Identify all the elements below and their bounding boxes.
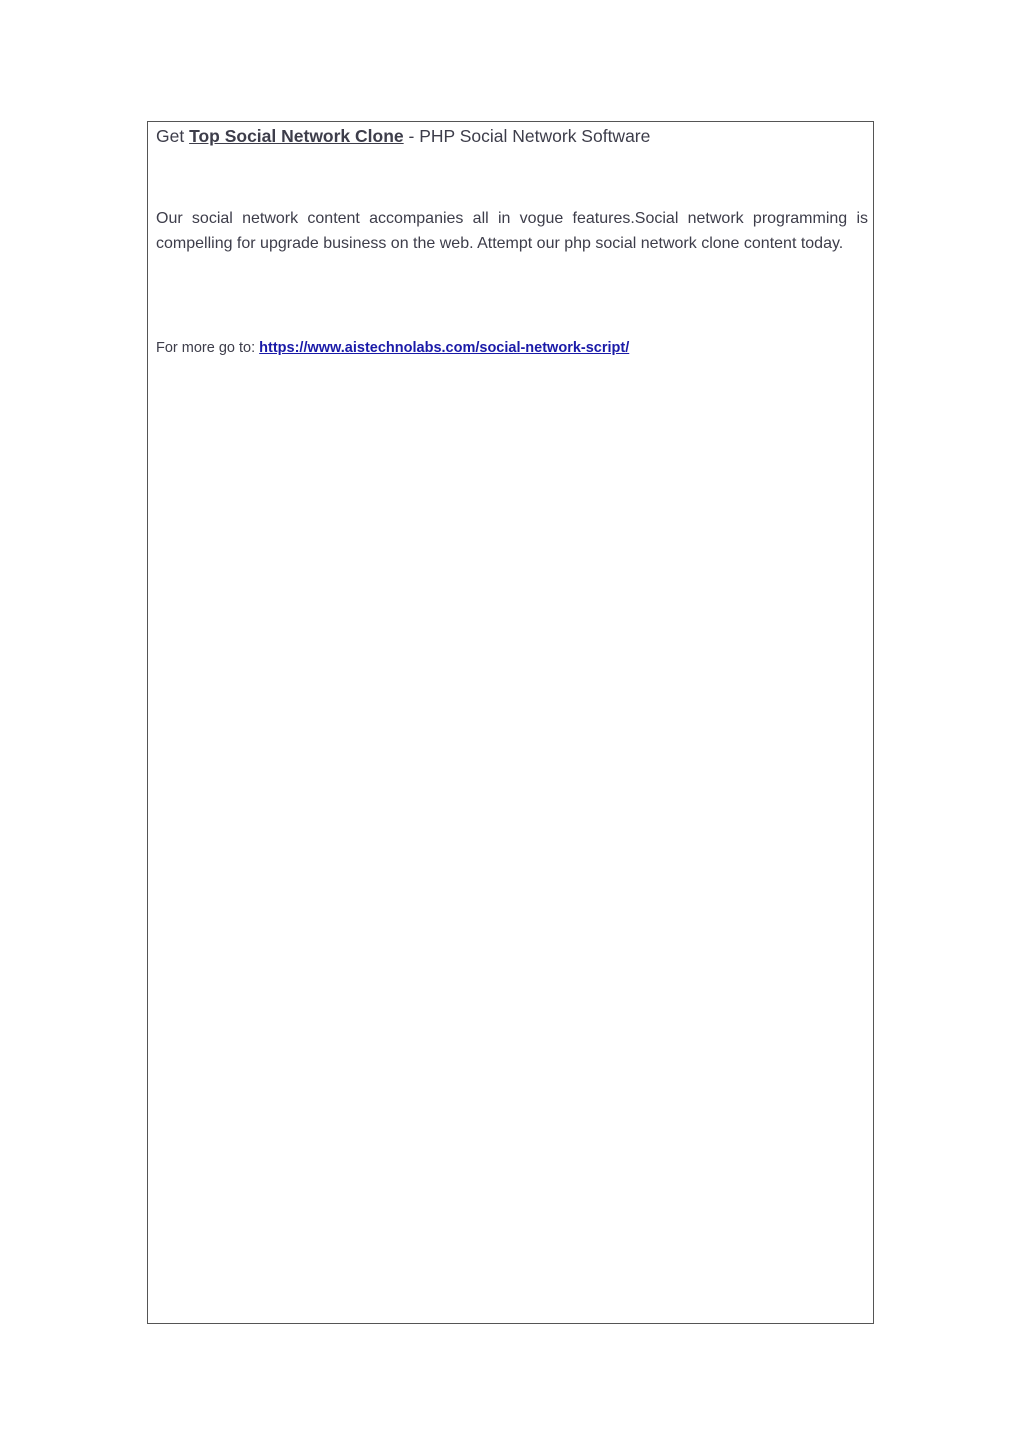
website-link[interactable]: https://www.aistechnolabs.com/social-network-script/ [259, 340, 630, 356]
headline-suffix: - PHP Social Network Software [403, 126, 651, 146]
description-paragraph: Our social network content accompanies all in vogue features.Social network programming is compelling for upgrade business on the web. Attempt our php social network clone content today. [156, 210, 868, 252]
top-social-network-clone-link[interactable]: Top Social Network Clone [189, 126, 404, 146]
headline-prefix: Get [156, 126, 190, 146]
headline [156, 124, 650, 148]
page-frame [147, 121, 874, 1324]
more-info-label: For more go to: [156, 340, 260, 356]
more-info-line [156, 338, 629, 358]
